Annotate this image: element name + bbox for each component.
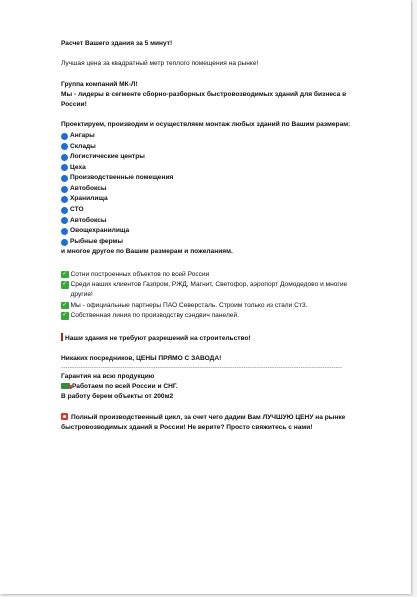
intro-text: Проектируем, производим и осуществляем монтаж любых зданий по Вашим размерам: <box>61 121 351 129</box>
company-title: Группа компаний МК-Л! <box>61 80 138 88</box>
check-mark-icon: ✓ <box>62 281 68 288</box>
permits-notice: Наши здания не требуют разрешений на строительство! <box>61 333 361 344</box>
no-middlemen-notice: Никаких посредников, ЦЕНЫ ПРЯМО С ЗАВОДА! <box>61 355 222 363</box>
blue-circle-icon <box>61 133 68 140</box>
divider: -------------------------------------------------------------------------------------------------------------------------------- <box>61 364 343 371</box>
closing-text: Полный производственный цикл, за счет чего дадим Вам ЛУЧШУЮ ЦЕНУ на рынке быстровозводимых зданий в России! Не верите? Просто свяжитесь с нами! <box>61 413 346 431</box>
list-item: Автобоксы <box>61 184 361 195</box>
check-mark-icon: ✓ <box>62 312 68 319</box>
check-mark-icon: ✓ <box>62 301 68 308</box>
blue-circle-icon <box>61 228 68 235</box>
list-item: ✓ Сотни построенных объектов по всей России <box>62 270 210 278</box>
blue-circle-icon <box>61 196 68 203</box>
list-item: Логистические центры <box>61 152 361 163</box>
factory-icon <box>61 413 68 420</box>
subheading: Лучшая цена за квадратный метр теплого помещения на рынке! <box>61 60 259 68</box>
blue-circle-icon <box>61 143 68 150</box>
blue-circle-icon <box>61 175 68 182</box>
guarantee-text: Гарантия на всю продукцию <box>61 372 155 380</box>
truck-icon <box>61 383 70 389</box>
blue-circle-icon <box>61 154 68 161</box>
check-mark-icon: ✓ <box>62 270 68 277</box>
list-item: Овощехранилища <box>61 226 361 237</box>
more-text: и многое другое по Вашим размерам и пожеланиям. <box>61 248 233 256</box>
document-content <box>61 39 361 433</box>
list-item: Хранилища <box>61 194 361 205</box>
blue-circle-icon <box>61 217 68 224</box>
list-item: Цеха <box>61 163 361 174</box>
list-item: Ангары <box>61 131 361 142</box>
company-description: Мы - лидеры в сегменте сборно-разборных быстровозводимых зданий для бизнеса в России! <box>61 90 347 109</box>
list-item: ✓ Собственная линия по производству сэндвич панелей. <box>62 311 239 319</box>
advantages-list <box>61 270 361 321</box>
list-item: ✓ Среди наших клиентов Газпром, РЖД, Магнит, Светофор, аэропорт Домодедово и многие другие! <box>62 280 348 299</box>
list-item: Автобоксы <box>61 216 361 227</box>
blue-circle-icon <box>61 164 68 171</box>
blue-circle-icon <box>61 239 68 246</box>
page-heading: Расчет Вашего здания за 5 минут! <box>61 40 173 47</box>
list-item: Рыбные фермы <box>61 237 361 248</box>
building-types-list <box>61 131 361 248</box>
work-area-text: Работаем по всей России и СНГ. <box>61 382 361 392</box>
blue-circle-icon <box>61 207 68 214</box>
list-item: СТО <box>61 205 361 216</box>
list-item: ✓ Мы - официальные партнеры ПАО Северсталь. Строим только из стали Ст3. <box>62 301 308 309</box>
min-size-text: В работу берем объекты от 200м2 <box>61 393 174 401</box>
list-item: Склады <box>61 141 361 152</box>
red-bar-icon <box>61 333 63 341</box>
list-item: Производственные помещения <box>61 173 361 184</box>
blue-circle-icon <box>61 186 68 193</box>
